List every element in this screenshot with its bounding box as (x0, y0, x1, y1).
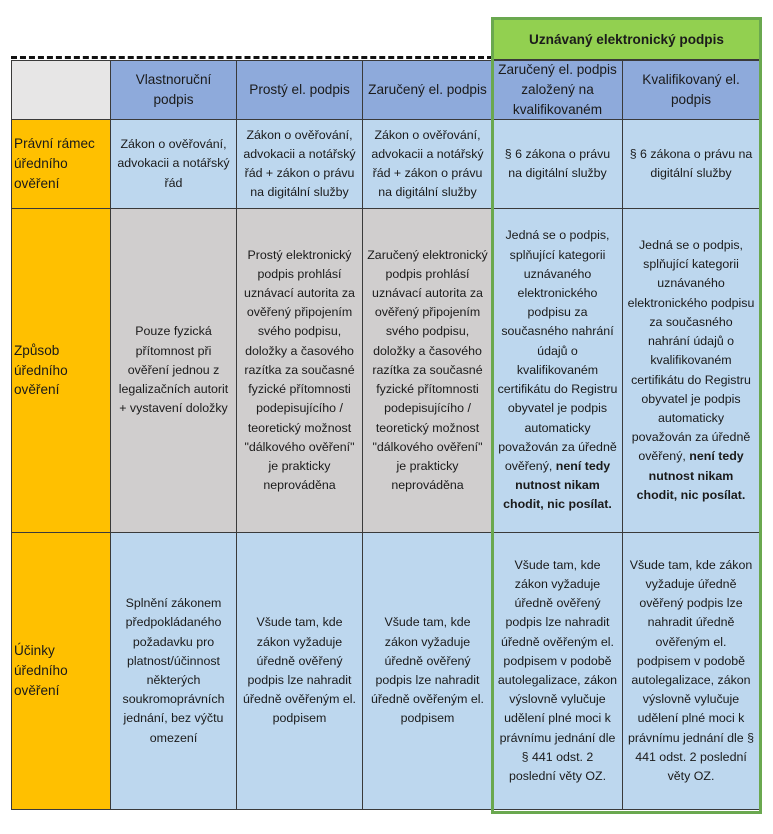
cell-effects-advanced: Všude tam, kde zákon vyžaduje úředně ověřený podpis lze nahradit úředně ověřeným el. podpisem (363, 533, 493, 810)
cell-effects-qualified: Všude tam, kde zákon vyžaduje úředně ověřený podpis lze nahradit úředně ověřeným el. podpisem v podobě autolegalizace, zákon výslovně vylučuje udělení plné moci k právnímu jednání dle § 441 odst. 2 poslední věty OZ. (623, 533, 760, 810)
cell-effects-handwritten: Splnění zákonem předpokládaného požadavku pro platnost/účinnost některých soukromoprávních jednání, bez výčtu omezení (111, 533, 237, 810)
method-bold-note: není tedy nutnost nikam chodit, nic posílat. (636, 449, 746, 502)
method-bold-note: není tedy nutnost nikam chodit, nic posílat. (503, 458, 612, 512)
corner-cell (11, 60, 111, 120)
cell-method-advanced-qualified-cert (493, 209, 623, 533)
column-header-qualified: Kvalifikovaný el. podpis (623, 60, 760, 120)
cell-method-advanced: Zaručený elektronický podpis prohlásí uznávací autorita za ověřený připojením svého podpisu, doložky a časového razítka za současné fyzické přítomnosti podepisujícího / teoretický možnost "dálkového ověření" je prakticky neprováděna (363, 209, 493, 533)
method-text: Jedná se o podpis, splňující kategorii uznávaného elektronického podpisu za současného nahrání údajů o kvalifikovaném certifikátu do Registru obyvatel je podpis automaticky považován za úředně ověřený, (627, 237, 755, 464)
row-header-effects: Účinky úředního ověření (11, 533, 111, 810)
column-header-advanced: Zaručený el. podpis (363, 60, 493, 120)
group-header-recognized-signature: Uznávaný elektronický podpis (493, 19, 760, 60)
cell-legal-framework-qualified: § 6 zákona o právu na digitální služby (623, 120, 760, 209)
row-header-legal-framework: Právní rámec úředního ověření (11, 120, 111, 209)
cell-legal-framework-advanced: Zákon o ověřování, advokacii a notářský řád + zákon o právu na digitální služby (363, 120, 493, 209)
dashed-divider (11, 56, 493, 59)
cell-effects-simple: Všude tam, kde zákon vyžaduje úředně ověřený podpis lze nahradit úředně ověřeným el. podpisem (237, 533, 363, 810)
column-header-advanced-qualified-cert: Zaručený el. podpis založený na kvalifikovaném (493, 60, 623, 120)
cell-legal-framework-simple: Zákon o ověřování, advokacii a notářský řád + zákon o právu na digitální služby (237, 120, 363, 209)
row-header-verification-method: Způsob úředního ověření (11, 209, 111, 533)
method-text: Jedná se o podpis, splňující kategorii uznávaného elektronického podpisu za současného nahrání údajů o kvalifikovaném certifikátu do Registru obyvatel je podpis automaticky považován za úředně ověřený, (497, 228, 618, 473)
cell-method-qualified (623, 209, 760, 533)
cell-method-simple: Prostý elektronický podpis prohlásí uznávací autorita za ověřený připojením svého podpisu, doložky a časového razítka za současné fyzické přítomnosti podepisujícího / teoretický možnost "dálkového ověření" je prakticky neprováděna (237, 209, 363, 533)
cell-method-handwritten: Pouze fyzická přítomnost při ověření jednou z legalizačních autorit + vystavení doložky (111, 209, 237, 533)
column-header-handwritten: Vlastnoruční podpis (111, 60, 237, 120)
cell-effects-advanced-qualified-cert: Všude tam, kde zákon vyžaduje úředně ověřený podpis lze nahradit úředně ověřeným el. podpisem v podobě autolegalizace, zákon výslovně vylučuje udělení plné moci k právnímu jednání dle § 441 odst. 2 poslední věty OZ. (493, 533, 623, 810)
column-header-simple: Prostý el. podpis (237, 60, 363, 120)
cell-legal-framework-advanced-qualified-cert: § 6 zákona o právu na digitální služby (493, 120, 623, 209)
cell-legal-framework-handwritten: Zákon o ověřování, advokacii a notářský řád (111, 120, 237, 209)
